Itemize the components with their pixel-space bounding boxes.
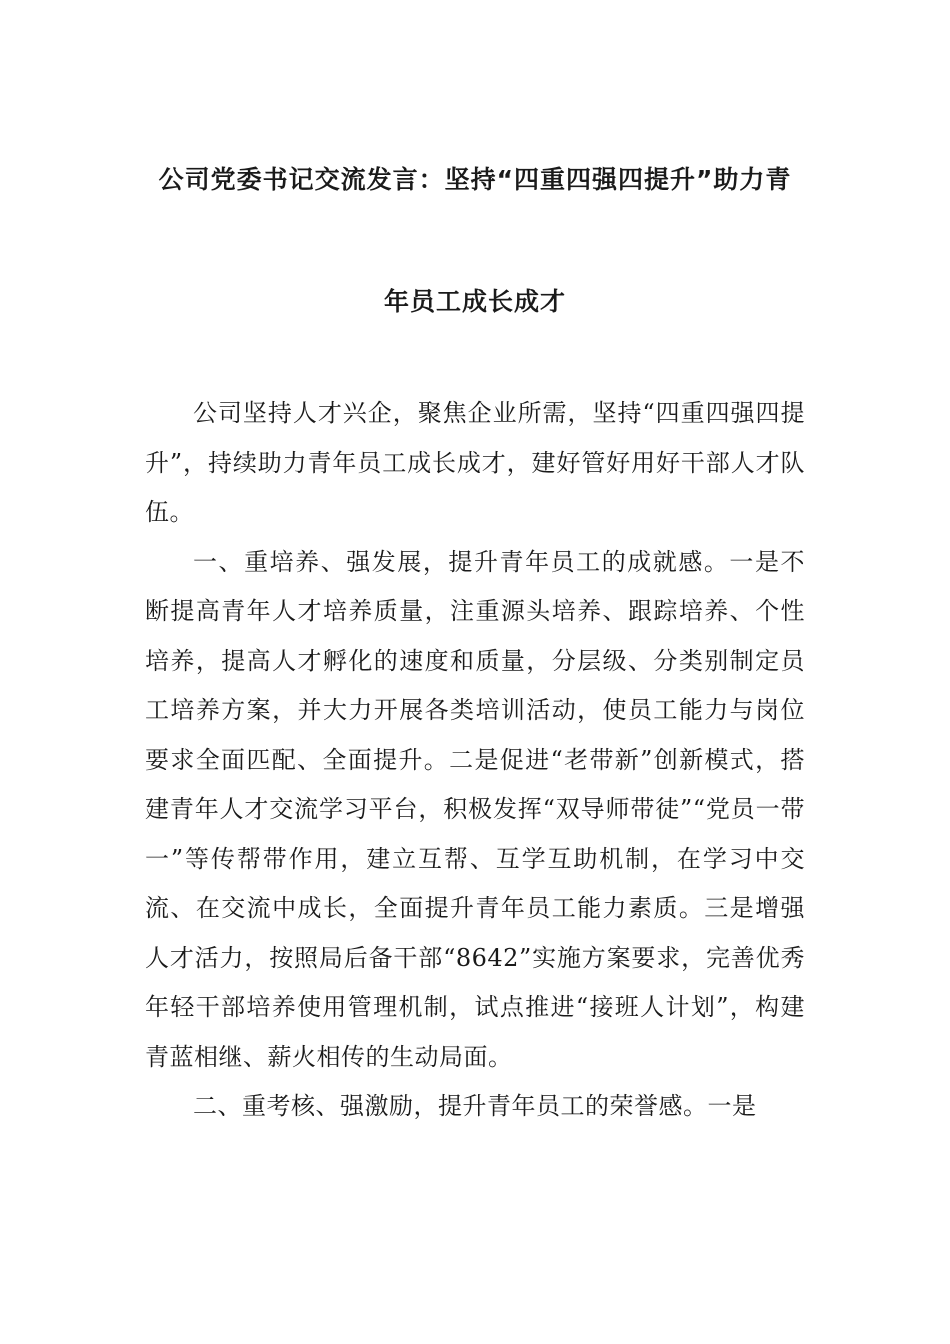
document-title-line-2: 年员工成长成才	[383, 287, 566, 316]
paragraph-section-1: 一、重培养、强发展，提升青年员工的成就感。一是不断提高青年人才培养质量，注重源头培养、跟踪培养、个性培养，提高人才孵化的速度和质量，分层级、分类别制定员工培养方案，并大力开展各类培训活动，使员工能力与岗位要求全面匹配、全面提升。二是促进“老带新”创新模式，搭建青年人才交流学习平台，积极发挥“双导师带徒”“党员一带一”等传帮带作用，建立互帮、互学互助机制，在学习中交流、在交流中成长，全面提升青年员工能力素质。三是增强人才活力，按照局后备干部“8642”实施方案要求，完善优秀年轻干部培养使用管理机制，试点推进“接班人计划”，构建青蓝相继、薪火相传的生动局面。	[145, 547, 805, 1071]
document-title-line-1: 公司党委书记交流发言：坚持“四重四强四提升”助力青	[158, 165, 792, 194]
document-body	[145, 389, 805, 1132]
paragraph-section-2: 二、重考核、强激励，提升青年员工的荣誉感。一是	[193, 1092, 757, 1120]
paragraph-intro: 公司坚持人才兴企，聚焦企业所需，坚持“四重四强四提升”，持续助力青年员工成长成才，建好管好用好干部人才队伍。	[145, 399, 805, 526]
